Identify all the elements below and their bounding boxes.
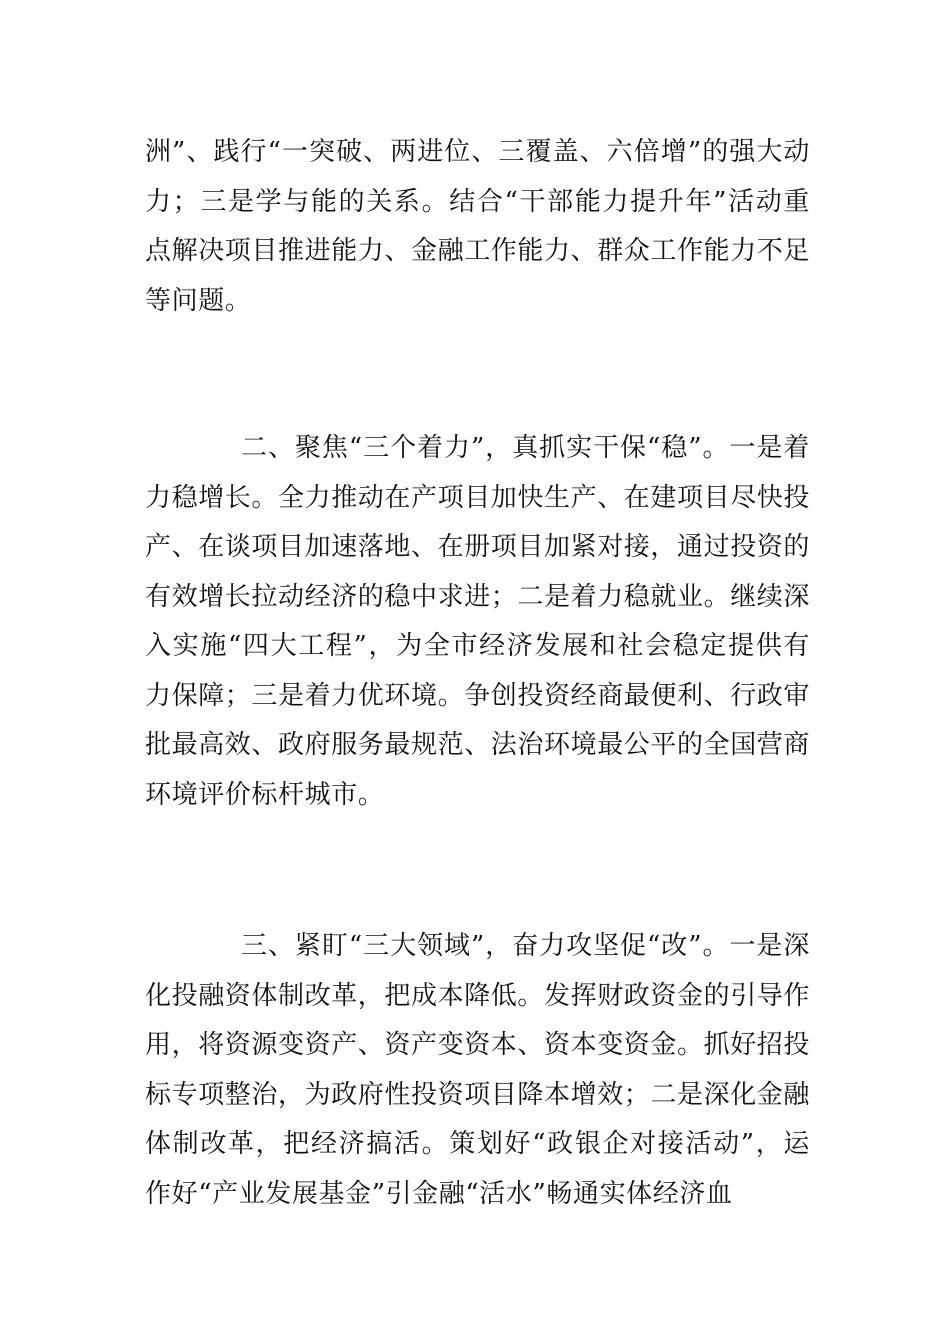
paragraph-section-two: 二、聚焦“三个着力”，真抓实干保“稳”。一是着力稳增长。全力推动在产项目加快生产、在建项目尽快投产、在谈项目加速落地、在册项目加紧对接，通过投资的有效增长拉动经济的稳中求进；二是着力稳就业。继续深入实施“四大工程”，为全市经济发展和社会稳定提供有力保障；三是着力优环境。争创投资经商最便利、行政审批最高效、政府服务最规范、法治环境最公平的全国营商环境评价标杆城市。	[145, 433, 811, 810]
paragraph-continuation: 洲”、践行“一突破、两进位、三覆盖、六倍增”的强大动力；三是学与能的关系。结合“干部能力提升年”活动重点解决项目推进能力、金融工作能力、群众工作能力不足等问题。	[145, 137, 811, 316]
paragraph-section-three: 三、紧盯“三大领域”，奋力攻坚促“改”。一是深化投融资体制改革，把成本降低。发挥财政资金的引导作用，将资源变资产、资产变资本、资本变资金。抓好招投标专项整治，为政府性投资项目降本增效；二是深化金融体制改革，把经济搞活。策划好“政银企对接活动”，运作好“产业发展基金”引金融“活水”畅通实体经济血	[145, 931, 811, 1209]
